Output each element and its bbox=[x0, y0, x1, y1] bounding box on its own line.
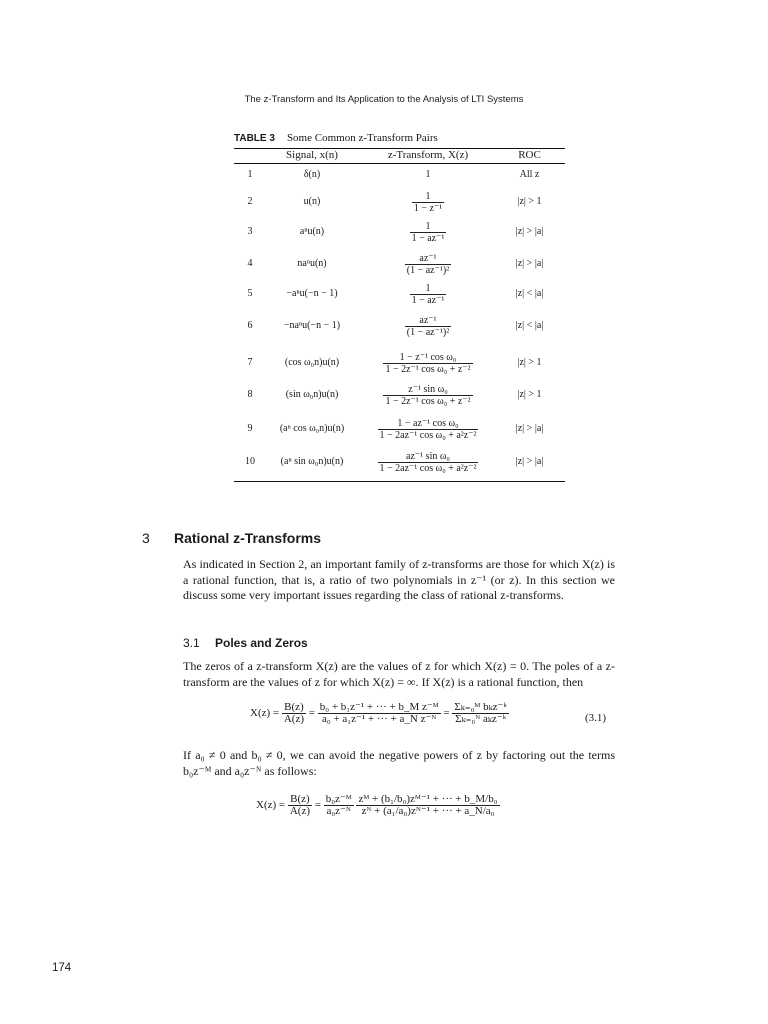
section-title: Rational z-Transforms bbox=[174, 530, 322, 546]
row-number: 3 bbox=[247, 226, 253, 237]
running-head: The z-Transform and Its Application to the Analysis of LTI Systems bbox=[244, 94, 524, 105]
row-signal: −naⁿu(−n − 1) bbox=[283, 320, 341, 331]
row-transform-denominator: 1 − 2az⁻¹ cos ω₀ + a²z⁻² bbox=[379, 430, 477, 441]
table-header-rule bbox=[234, 163, 565, 164]
row-signal: (aⁿ cos ω₀n)u(n) bbox=[279, 423, 345, 434]
row-number: 8 bbox=[247, 389, 253, 400]
row-transform-numerator: 1 bbox=[425, 283, 431, 294]
row-transform-numerator: az⁻¹ bbox=[419, 253, 437, 264]
header-transform: z-Transform, X(z) bbox=[387, 149, 469, 161]
row-transform-denominator: 1 − z⁻¹ bbox=[413, 203, 443, 214]
eqf-fraction-b-over-a: $\frac{B(z)}{A(z)}$ bbox=[289, 793, 311, 817]
row-signal: u(n) bbox=[303, 196, 321, 207]
subsection-number: 3.1 bbox=[183, 636, 200, 650]
row-roc: |z| > 1 bbox=[517, 389, 542, 400]
row-signal: −aⁿu(−n − 1) bbox=[286, 288, 338, 299]
subsection-paragraph: The zeros of a z-transform X(z) are the values of z for which X(z) = 0. The poles of a z-transform are the values of z for which X(z) = ∞. If X(z) is a rational function, then bbox=[183, 659, 615, 689]
row-roc: |z| > 1 bbox=[517, 357, 542, 368]
row-transform-numerator: z⁻¹ sin ω₀ bbox=[408, 384, 448, 395]
table-title: Some Common z-Transform Pairs bbox=[286, 132, 438, 144]
row-roc: |z| > |a| bbox=[515, 226, 544, 237]
row-roc: |z| > 1 bbox=[517, 196, 542, 207]
row-transform-numerator: 1 bbox=[425, 221, 431, 232]
section-paragraph: As indicated in Section 2, an important family of z-transforms are those for which X(z) is a rational function, that is, a ratio of two polynomials in z⁻¹ (or z). In this section we discuss some very important issues regarding the class of rational z-transforms. bbox=[183, 557, 615, 602]
eqf-fraction-leading: $\frac{\text{b₀z⁻ᴹ}}{\text{a₀z⁻ᴺ}}$ bbox=[325, 793, 352, 817]
row-number: 5 bbox=[247, 288, 253, 299]
header-signal: Signal, x(n) bbox=[286, 149, 338, 161]
row-transform-numerator: 1 − z⁻¹ cos ω₀ bbox=[399, 352, 457, 363]
row-transform-numerator: 1 − az⁻¹ cos ω₀ bbox=[397, 418, 459, 429]
row-signal: δ(n) bbox=[303, 169, 321, 180]
row-transform-denominator: 1 − az⁻¹ bbox=[411, 233, 445, 244]
equation-factored bbox=[256, 794, 500, 817]
row-transform: 1 bbox=[425, 169, 431, 180]
row-transform-denominator: 1 − az⁻¹ bbox=[411, 295, 445, 306]
eq31-fraction-b-over-a: $\frac{B(z)}{A(z)}$ bbox=[283, 701, 305, 725]
row-number: 4 bbox=[247, 258, 253, 269]
row-number: 7 bbox=[247, 357, 253, 368]
row-transform-denominator: 1 − 2z⁻¹ cos ω₀ + z⁻² bbox=[385, 364, 471, 375]
row-transform-denominator: (1 − az⁻¹)² bbox=[406, 327, 450, 338]
row-transform-numerator: 1 bbox=[425, 191, 431, 202]
row-transform bbox=[362, 384, 494, 407]
row-roc: |z| < |a| bbox=[515, 320, 544, 331]
table-caption bbox=[234, 132, 438, 144]
row-number: 2 bbox=[247, 196, 253, 207]
row-number: 9 bbox=[247, 423, 253, 434]
row-number: 10 bbox=[245, 456, 255, 467]
row-roc: |z| > |a| bbox=[515, 258, 544, 269]
row-roc: |z| > |a| bbox=[515, 423, 544, 434]
eq31-fraction-polynomials: $\frac{\text{b₀ + b₁z⁻¹ + ··· + b\_M z⁻ᴹ}}{\text{a₀ + a₁z⁻¹ + ··· + a\_N z⁻ᴺ}}$ bbox=[319, 701, 439, 725]
row-roc: All z bbox=[519, 169, 540, 180]
equation-3-1 bbox=[250, 702, 509, 725]
equation-number: (3.1) bbox=[585, 712, 607, 724]
eq31-fraction-sums: $\frac{\text{Σₖ₌₀ᴹ bₖz⁻ᵏ}}{\text{Σₖ₌₀ᴺ aₖz⁻ᵏ}}$ bbox=[454, 701, 507, 725]
header-roc: ROC bbox=[518, 149, 541, 161]
table-bottom-rule bbox=[234, 481, 565, 482]
row-transform bbox=[362, 221, 494, 244]
row-signal: (cos ω₀n)u(n) bbox=[284, 357, 340, 368]
paragraph-factoring: If a₀ ≠ 0 and b₀ ≠ 0, we can avoid the negative powers of z by factoring out the terms b₀z⁻ᴹ and a₀z⁻ᴺ as follows: bbox=[183, 748, 615, 778]
page-number: 174 bbox=[52, 962, 72, 974]
row-number: 1 bbox=[247, 169, 253, 180]
row-roc: |z| > |a| bbox=[515, 456, 544, 467]
row-transform-denominator: 1 − 2az⁻¹ cos ω₀ + a²z⁻² bbox=[379, 463, 477, 474]
row-number: 6 bbox=[247, 320, 253, 331]
row-transform bbox=[362, 451, 494, 474]
row-signal: (sin ω₀n)u(n) bbox=[285, 389, 339, 400]
row-signal: aⁿu(n) bbox=[299, 226, 325, 237]
row-transform-denominator: (1 − az⁻¹)² bbox=[406, 265, 450, 276]
row-transform-denominator: 1 − 2z⁻¹ cos ω₀ + z⁻² bbox=[385, 396, 471, 407]
row-transform bbox=[362, 352, 494, 375]
row-transform bbox=[362, 418, 494, 441]
row-transform-numerator: az⁻¹ bbox=[419, 315, 437, 326]
eq31-equals-2: = bbox=[443, 707, 450, 720]
row-transform bbox=[362, 191, 494, 214]
row-transform bbox=[362, 315, 494, 338]
eqf-lhs: X(z) = bbox=[256, 799, 286, 812]
row-transform bbox=[362, 283, 494, 306]
eq31-lhs: X(z) = bbox=[250, 707, 280, 720]
eqf-fraction-monic: $\frac{\text{zᴹ + (b₁/b₀)zᴹ⁻¹ + ··· + b\_M/b₀}}{\text{zᴺ + (a₁/a₀)zᴺ⁻¹ + ··· + a\_N/a₀}}$ bbox=[358, 793, 498, 817]
row-signal: (aⁿ sin ω₀n)u(n) bbox=[280, 456, 344, 467]
eqf-equals: = bbox=[314, 799, 321, 812]
table-label: TABLE 3 bbox=[234, 133, 275, 144]
eq31-equals: = bbox=[308, 707, 315, 720]
row-transform-numerator: az⁻¹ sin ω₀ bbox=[406, 451, 450, 462]
row-signal: naⁿu(n) bbox=[297, 258, 327, 269]
row-transform bbox=[362, 253, 494, 276]
row-roc: |z| < |a| bbox=[515, 288, 544, 299]
section-number: 3 bbox=[142, 530, 150, 546]
subsection-title: Poles and Zeros bbox=[215, 636, 308, 650]
